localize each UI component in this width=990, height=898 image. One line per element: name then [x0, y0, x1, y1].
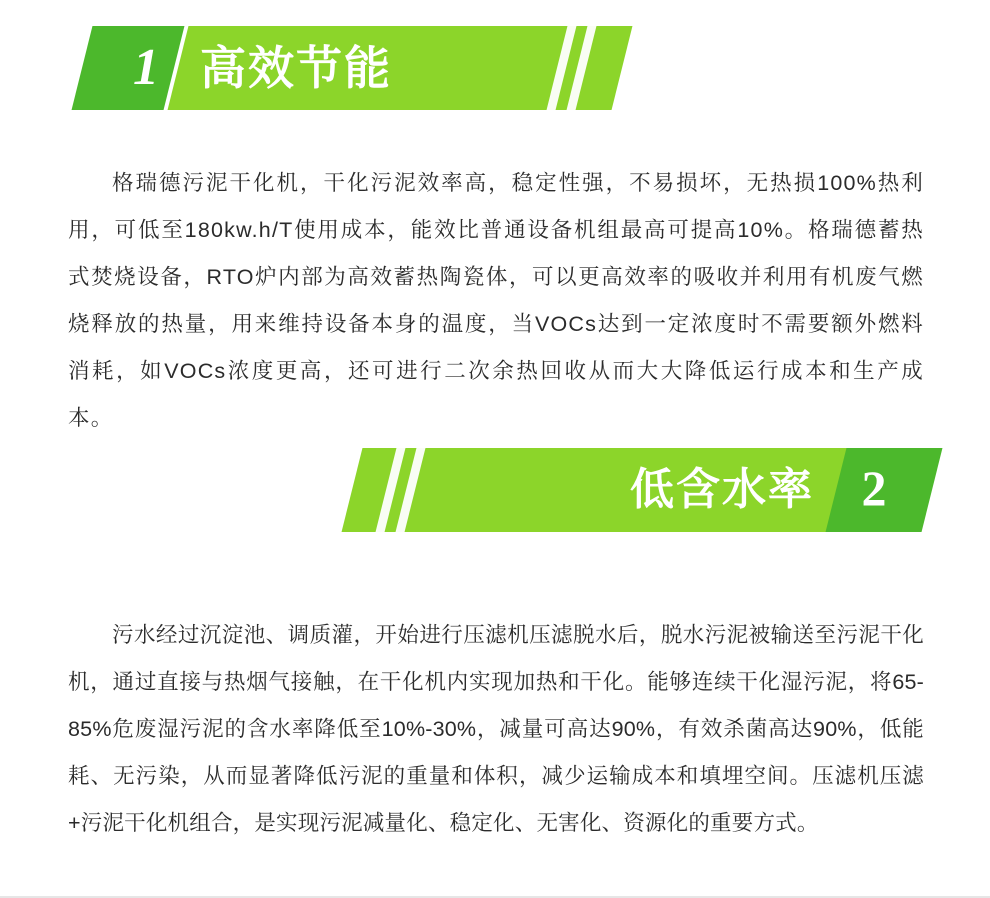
section-2-title: 低含水率 — [630, 465, 814, 514]
section-1-banner — [82, 26, 622, 110]
section-1-body: 格瑞德污泥干化机，干化污泥效率高，稳定性强，不易损坏，无热损100%热利用，可低至180kw.h/T使用成本，能效比普通设备机组最高可提高10%。格瑞德蓄热式焚烧设备，RTO炉内部为高效蓄热陶瓷体，可以更高效率的吸收并利用有机废气燃烧释放的热量，用来维持设备本身的温度，当VOCs达到一定浓度时不需要额外燃料消耗，如VOCs浓度更高，还可进行二次余热回收从而大大降低运行成本和生产成本。 — [68, 170, 924, 430]
section-1-number: 1 — [133, 39, 159, 96]
section-2-number: 2 — [861, 460, 887, 516]
section-1-title: 高效节能 — [200, 42, 392, 94]
section-2-banner — [352, 448, 932, 532]
section-2-banner-wrap — [0, 448, 990, 538]
section-2-body: 污水经过沉淀池、调质灌，开始进行压滤机压滤脱水后，脱水污泥被输送至污泥干化机，通过直接与热烟气接触，在干化机内实现加热和干化。能够连续干化湿污泥，将65-85%危废湿污泥的含水率降低至10%-30%，减量可高达90%，有效杀菌高达90%，低能耗、无污染，从而显著降低污泥的重量和体积，减少运输成本和填埋空间。压滤机压滤+污泥干化机组合，是实现污泥减量化、稳定化、无害化、资源化的重要方式。 — [68, 622, 924, 835]
